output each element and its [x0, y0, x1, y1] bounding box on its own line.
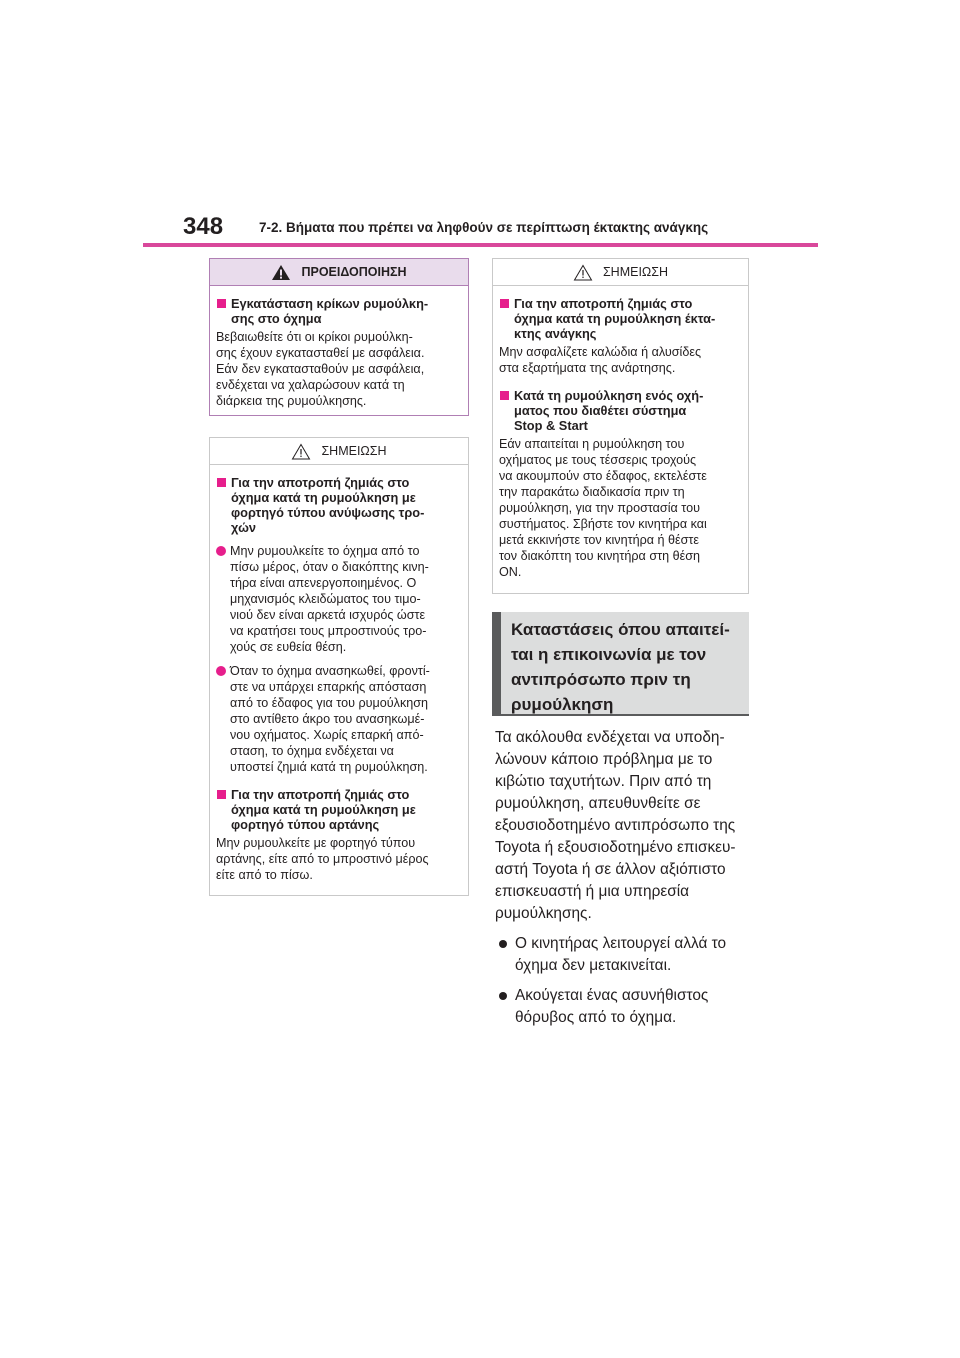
section-body — [495, 727, 755, 1029]
warning-box-header — [210, 259, 468, 286]
note-right-section2-title: Κατά τη ρυμούλκηση ενός οχή- ματος που διαθέτει σύστημα Stop & Start — [499, 388, 738, 433]
section-bullet-1: Ο κινητήρας λειτουργεί αλλά το όχημα δεν μετακινείται. — [495, 933, 755, 977]
note-left-bullet-2: Όταν το όχημα ανασηκωθεί, φροντί- στε να υπάρχει επαρκής απόσταση από το έδαφος για του ρυμούλκηση στο αντίθετο άκρο του ανασηκωμέ- νου οχήματος. Χωρίς επαρκή από- σταση, το όχημα ενδέχεται να υποστεί ζημιά κατά τη ρυμούλκηση. — [216, 663, 458, 775]
square-bullet-icon — [217, 478, 226, 487]
warning-triangle-icon — [271, 264, 291, 281]
header-rule — [143, 243, 818, 247]
note-left-section2-title: Για την αποτροπή ζημιάς στο όχημα κατά τη ρυμούλκηση με φορτηγό τύπου αρτάνης — [216, 787, 458, 832]
note-box-right — [492, 258, 749, 594]
square-bullet-icon — [217, 299, 226, 308]
caution-triangle-icon — [573, 264, 593, 281]
warning-item-title: Εγκατάσταση κρίκων ρυμούλκη- σης στο όχημα — [216, 296, 458, 326]
square-bullet-icon — [500, 299, 509, 308]
section-paragraph: Τα ακόλουθα ενδέχεται να υποδη- λώνουν κάποιο πρόβλημα με το κιβώτιο ταχυτήτων. Πριν από τη ρυμούλκηση, απευθυνθείτε σε εξουσιοδοτημένο αντιπρόσωπο της Toyota ή εξουσιοδοτημένο επισκευ- αστή Toyota ή σε άλλον αξιόπιστο επισκευαστή ή μια υπηρεσία ρυμούλκησης. — [495, 729, 736, 922]
warning-text: Βεβαιωθείτε ότι οι κρίκοι ρυμούλκη- σης έχουν εγκατασταθεί με ασφάλεια. Εάν δεν εγκατασταθούν με ασφάλεια, ενδέχεται να χαλαρώσουν κατά τη διάρκεια της ρυμούλκησης. — [216, 330, 425, 408]
note-box-left-header — [210, 438, 468, 465]
warning-box — [209, 258, 469, 416]
black-dot-bullet-icon — [499, 940, 507, 948]
note-left-section1-title: Για την αποτροπή ζημιάς στο όχημα κατά τη ρυμούλκηση με φορτηγό τύπου ανύψωσης τρο- χών — [216, 475, 458, 535]
black-dot-bullet-icon — [499, 992, 507, 1000]
circle-bullet-icon — [216, 546, 226, 556]
warning-box-title: ΠΡΟΕΙΔΟΠΟΙΗΣΗ — [301, 265, 407, 279]
note-box-right-title: ΣΗΜΕΙΩΣΗ — [602, 265, 669, 279]
note-right-section1-title: Για την αποτροπή ζημιάς στο όχημα κατά τη ρυμούλκηση έκτα- κτης ανάγκης — [499, 296, 738, 341]
caution-triangle-icon — [291, 443, 311, 460]
note-left-section2-text: Μην ρυμουλκείτε με φορτηγό τύπου αρτάνης, είτε από το μπροστινό μέρος είτε από το πίσω. — [216, 836, 429, 882]
square-bullet-icon — [500, 391, 509, 400]
note-right-section2-text: Εάν απαιτείται η ρυμούλκηση του οχήματος με τους τέσσερις τροχούς να ακουμπούν στο έδαφος, εκτελέστε την παρακάτω διαδικασία πριν τη ρυμούλκηση, για την προστασία του συστήματος. Σβήστε τον κινητήρα και μετά εκκινήστε τον κινητήρα ή θέστε τον διακόπτη του κινητήρα στη θέση ON. — [499, 437, 707, 579]
section-heading-rule — [492, 714, 749, 716]
note-box-right-header — [493, 259, 748, 286]
note-box-left — [209, 437, 469, 896]
note-right-section1-text: Μην ασφαλίζετε καλώδια ή αλυσίδες στα εξαρτήματα της ανάρτησης. — [499, 345, 702, 375]
note-box-left-title: ΣΗΜΕΙΩΣΗ — [321, 444, 387, 458]
page-number: 348 — [183, 213, 224, 240]
circle-bullet-icon — [216, 666, 226, 676]
section-bullet-2: Ακούγεται ένας ασυνήθιστος θόρυβος από το όχημα. — [495, 985, 755, 1029]
note-left-bullet-1: Μην ρυμουλκείτε το όχημα από το πίσω μέρος, όταν ο διακόπτης κινη- τήρα είναι απενεργοποιημένος. Ο μηχανισμός κλειδώματος του τιμο- νιού δεν είναι αρκετά ισχυρός ώστε να κρατήσει τους μπροστινούς τρο- χούς σε ευθεία θέση. — [216, 543, 458, 655]
section-heading: Καταστάσεις όπου απαιτεί- ται η επικοινωνία με τον αντιπρόσωπο πριν τη ρυμούλκηση — [492, 612, 749, 714]
square-bullet-icon — [217, 790, 226, 799]
chapter-title: 7-2. Βήματα που πρέπει να ληφθούν σε περίπτωση έκτακτης ανάγκης — [259, 220, 709, 235]
